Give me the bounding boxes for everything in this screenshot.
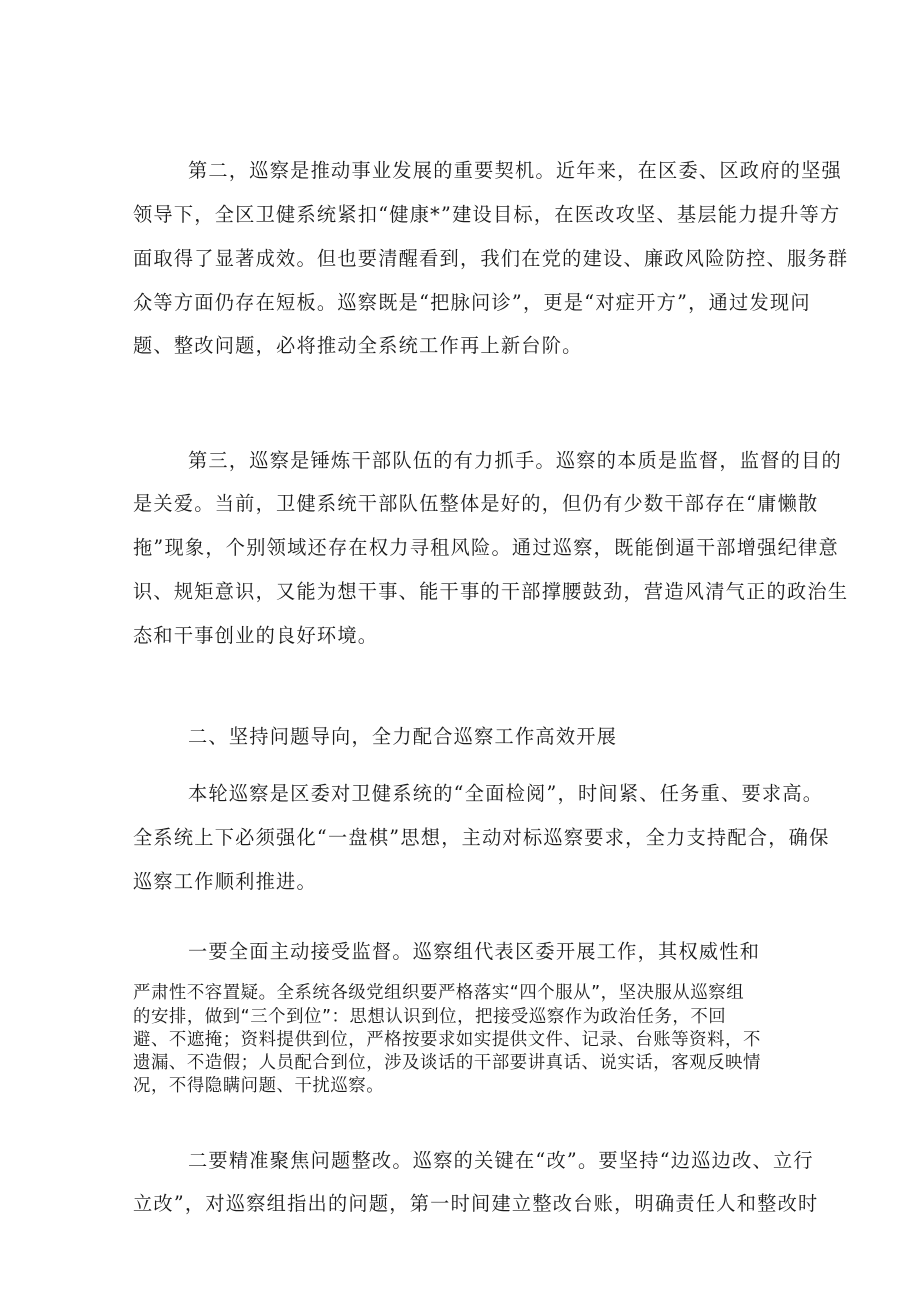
text-line: 遗漏、不造假；人员配合到位，涉及谈话的干部要讲真话、说实话，客观反映情	[133, 1053, 761, 1073]
text-line: 严肃性不容置疑。全系统各级党组织要严格落实“四个服从”，坚决服从巡察组	[133, 983, 745, 1003]
text-line: 二要精准聚焦问题整改。巡察的关键在“改”。要坚持“边巡边改、立行	[188, 1149, 814, 1172]
text-line: 避、不遮掩；资料提供到位，严格按要求如实提供文件、记录、台账等资料，不	[133, 1030, 761, 1050]
text-line: 况，不得隐瞒问题、干扰巡察。	[133, 1076, 385, 1096]
text-line: 第二，巡察是推动事业发展的重要契机。近年来，在区委、区政府的坚强	[188, 159, 842, 182]
text-line: 全系统上下必须强化“一盘棋”思想，主动对标巡察要求，全力支持配合，确保	[133, 826, 830, 849]
section-heading: 二、坚持问题导向，全力配合巡察工作高效开展	[188, 725, 618, 748]
text-line: 巡察工作顺利推进。	[133, 870, 317, 893]
text-line: 领导下，全区卫健系统紧扣“健康*”建设目标，在医改攻坚、基层能力提升等方	[133, 203, 841, 226]
text-line: 第三，巡察是锤炼干部队伍的有力抓手。巡察的本质是监督，监督的目的	[188, 449, 842, 472]
text-line: 的安排，做到“三个到位”：思想认识到位，把接受巡察作为政治任务，不回	[133, 1007, 727, 1027]
text-line: 态和干事创业的良好环境。	[133, 624, 379, 647]
text-line: 识、规矩意识，又能为想干事、能干事的干部撑腰鼓劲，营造风清气正的政治生	[133, 580, 849, 603]
text-line: 是关爱。当前，卫健系统干部队伍整体是好的，但仍有少数干部存在“庸懒散	[133, 492, 819, 515]
text-line: 立改”，对巡察组指出的问题，第一时间建立整改台账，明确责任人和整改时	[133, 1192, 819, 1215]
text-line: 众等方面仍存在短板。巡察既是“把脉问诊”，更是“对症开方”，通过发现问	[133, 291, 811, 314]
text-line: 一要全面主动接受监督。巡察组代表区委开展工作，其权威性和	[188, 940, 761, 963]
text-line: 拖”现象，个别领域还存在权力寻租风险。通过巡察，既能倒逼干部增强纪律意	[133, 536, 839, 559]
text-line: 本轮巡察是区委对卫健系统的“全面检阅”，时间紧、任务重、要求高。	[188, 782, 824, 805]
text-line: 面取得了显著成效。但也要清醒看到，我们在党的建设、廉政风险防控、服务群	[133, 247, 849, 270]
text-line: 题、整改问题，必将推动全系统工作再上新台阶。	[133, 334, 583, 357]
